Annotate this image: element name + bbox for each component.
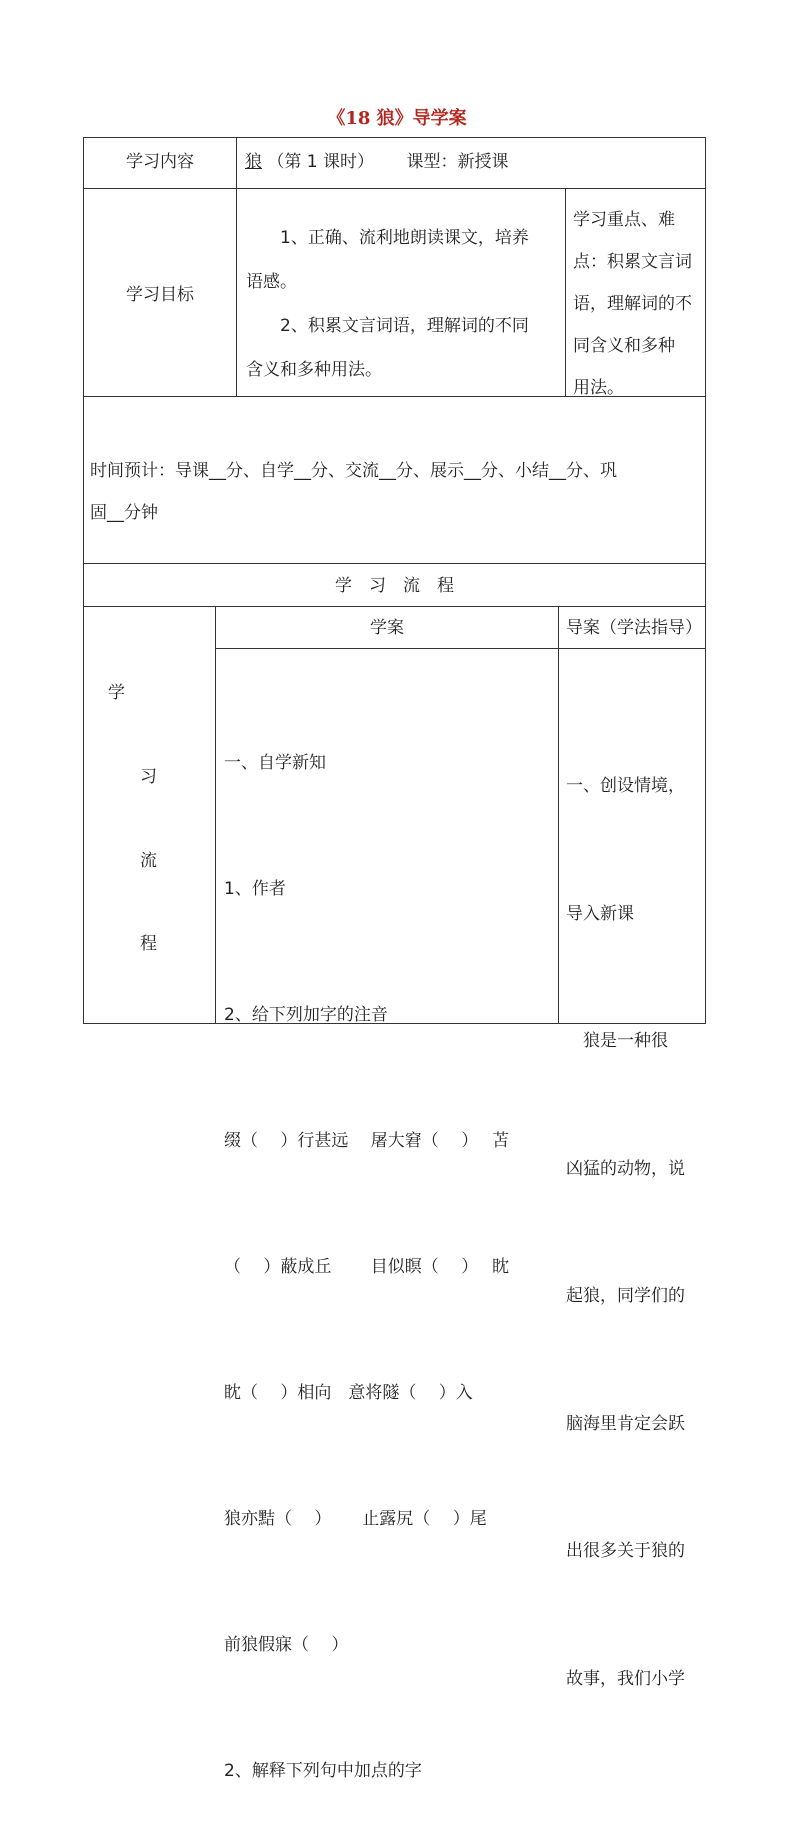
lesson-text: （第 1 课时） (267, 152, 375, 172)
key-point-line: 同含义和多种 (573, 336, 675, 356)
study-content-value (245, 151, 565, 173)
row-divider-4 (83, 606, 706, 607)
xuean-line: 一、自学新知 (224, 753, 326, 773)
daoan-line: 故事，我们小学 (566, 1668, 685, 1689)
daoan-header: 导案（学法指导） (566, 618, 702, 638)
process-side-divider (215, 606, 216, 1024)
daoan-line: 狼是一种很 (566, 1031, 668, 1051)
subheader-divider (215, 648, 706, 649)
goal-1-line-1: 1、正确、流利地朗读课文，培养 (280, 228, 529, 248)
key-point-line: 点：积累文言词 (573, 252, 692, 272)
key-point-line: 语，理解词的不 (573, 294, 692, 314)
process-heading: 学 习 流 程 (335, 576, 454, 596)
daoan-line: 导入新课 (566, 903, 634, 924)
row-divider-1 (83, 188, 706, 189)
xuean-line: 2、解释下列句中加点的字 (224, 1761, 422, 1781)
label-column-divider (236, 137, 237, 397)
daoan-column-divider (558, 606, 559, 1024)
xuean-line: 1、作者 (224, 879, 286, 899)
xuean-line: 2、给下列加字的注音 (224, 1005, 388, 1025)
key-points (573, 199, 703, 409)
time-estimate (90, 450, 704, 534)
xuean-line: 缀（ ）行甚远 屠大窘（ ） 苫 (224, 1131, 510, 1151)
row-divider-3 (83, 563, 706, 564)
side-char-2: 习 (140, 767, 157, 787)
xuean-line: （ ）蔽成丘 目似瞑（ ） 眈 (224, 1257, 510, 1277)
goal-2-line-2: 含义和多种用法。 (246, 360, 382, 380)
daoan-line: 凶猛的动物，说 (566, 1158, 685, 1179)
daoan-line: 起狼，同学们的 (566, 1286, 685, 1306)
xuean-line: 前狼假寐（ ） (224, 1635, 349, 1655)
side-char-1: 学 (108, 683, 125, 703)
goal-1-line-2: 语感。 (246, 272, 297, 292)
topic-text: 狼 (245, 152, 262, 172)
time-estimate-line-2: 固__分钟 (90, 503, 158, 523)
key-point-line: 学习重点、难 (573, 210, 675, 230)
side-char-3: 流 (140, 851, 157, 871)
daoan-line: 一、创设情境， (566, 776, 685, 796)
side-char-4: 程 (140, 934, 157, 954)
table-border-right (705, 137, 706, 1024)
study-goals-text (246, 216, 561, 392)
daoan-content (566, 680, 704, 1743)
daoan-line: 出很多关于狼的 (566, 1541, 685, 1561)
xuean-line: 眈（ ）相向 意将隧（ ）入 (224, 1383, 473, 1403)
goal-2-line-1: 2、积累文言词语，理解词的不同 (280, 316, 529, 336)
course-type-text: 课型：新授课 (406, 152, 509, 172)
xuean-header: 学案 (370, 618, 404, 638)
xuean-line: 狼亦黠（ ） 止露尻（ ）尾 (224, 1509, 487, 1529)
study-goals-label: 学习目标 (126, 285, 194, 305)
xuean-content (224, 658, 554, 1834)
time-estimate-line-1: 时间预计：导课__分、自学__分、交流__分、展示__分、小结__分、巩 (90, 461, 617, 481)
daoan-line: 脑海里肯定会跃 (566, 1413, 685, 1434)
key-point-line: 用法。 (573, 378, 624, 398)
study-content-label: 学习内容 (126, 152, 194, 172)
table-border-top (83, 137, 706, 138)
document-title: 《18 狼》导学案 (327, 108, 467, 129)
keypoint-column-divider (565, 188, 566, 397)
